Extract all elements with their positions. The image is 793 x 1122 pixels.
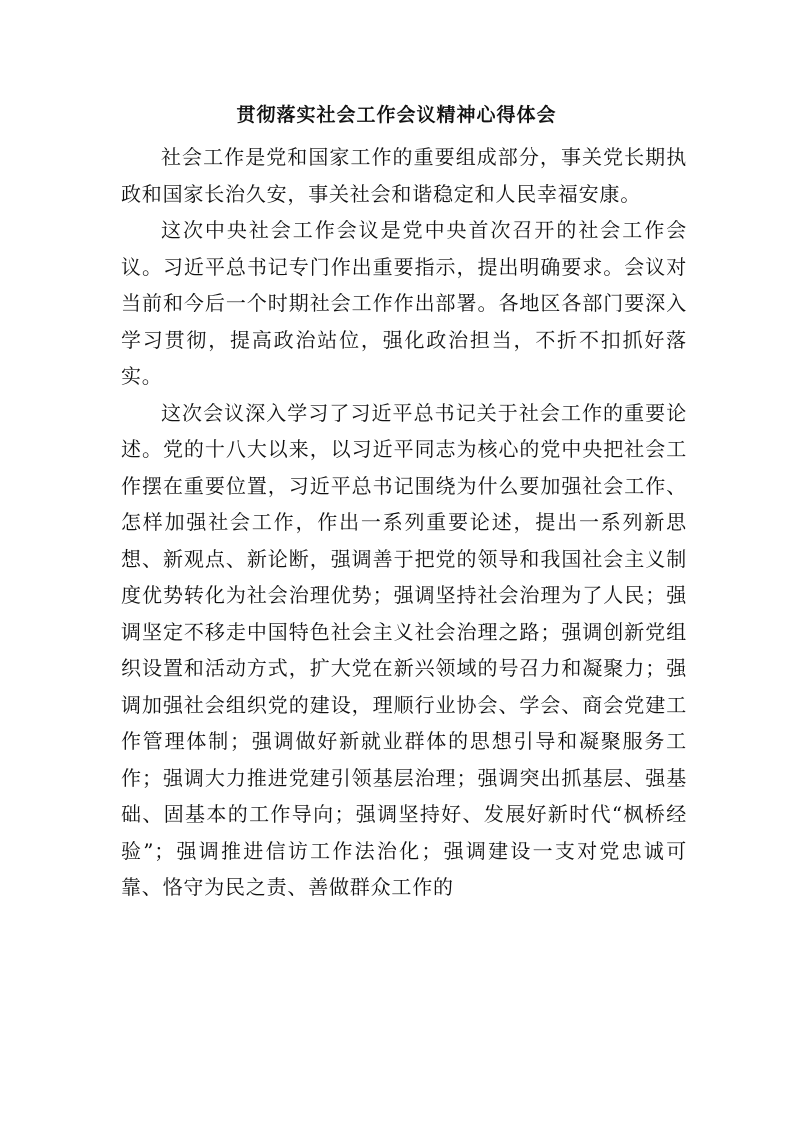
- paragraph-1: 社会工作是党和国家工作的重要组成部分，事关党长期执政和国家长治久安，事关社会和谐稳定和人民幸福安康。: [121, 145, 687, 206]
- document-title: 贯彻落实社会工作会议精神心得体会: [236, 104, 557, 126]
- document-body: [121, 139, 687, 906]
- paragraph-3: 这次会议深入学习了习近平总书记关于社会工作的重要论述。党的十八大以来，以习近平同志为核心的党中央把社会工作摆在重要位置，习近平总书记围绕为什么要加强社会工作、怎样加强社会工作，作出一系列重要论述，提出一系列新思想、新观点、新论断，强调善于把党的领导和我国社会主义制度优势转化为社会治理优势；强调坚持社会治理为了人民；强调坚定不移走中国特色社会主义社会治理之路；强调创新党组织设置和活动方式，扩大党在新兴领域的号召力和凝聚力；强调加强社会组织党的建设，理顺行业协会、学会、商会党建工作管理体制；强调做好新就业群体的思想引导和凝聚服务工作；强调大力推进党建引领基层治理；强调突出抓基层、强基础、固基本的工作导向；强调坚持好、发展好新时代“枫桥经验”；强调推进信访工作法治化；强调建设一支对党忠诚可靠、恪守为民之责、善做群众工作的: [121, 400, 687, 899]
- paragraph-2: 这次中央社会工作会议是党中央首次召开的社会工作会议。习近平总书记专门作出重要指示，提出明确要求。会议对当前和今后一个时期社会工作作出部署。各地区各部门要深入学习贯彻，提高政治站位，强化政治担当，不折不扣抓好落实。: [121, 218, 687, 388]
